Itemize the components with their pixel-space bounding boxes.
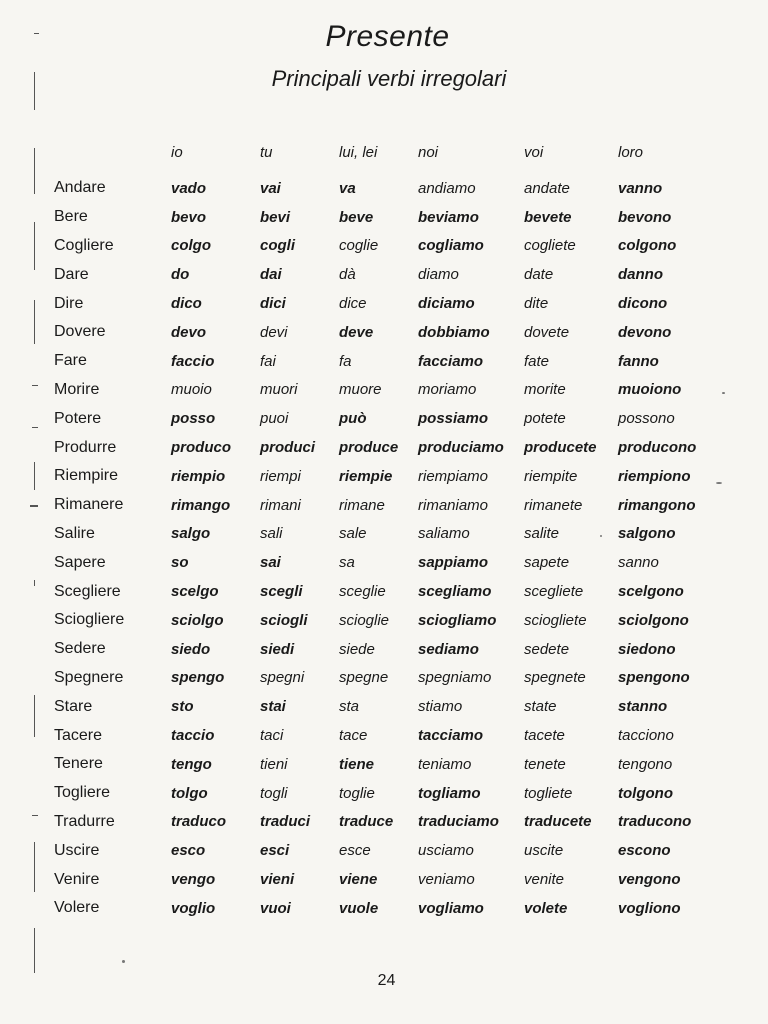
verb-form: traducono [618, 813, 692, 831]
verb-form: dico [171, 295, 202, 313]
verb-form: sale [339, 525, 367, 543]
verb-form: rimane [339, 496, 385, 514]
verb-form: colgo [171, 237, 211, 255]
verb-infinitive: Bere [54, 208, 88, 226]
verb-form: scegli [260, 583, 303, 601]
verb-form: vengo [171, 871, 216, 889]
verb-form: esci [260, 842, 290, 860]
verb-form: sciogliete [524, 611, 587, 629]
verb-form: sanno [618, 554, 659, 572]
scan-mark [34, 148, 35, 194]
verb-form: volete [524, 899, 568, 917]
verb-form: potete [524, 410, 566, 428]
verb-form: tacete [524, 727, 565, 745]
verb-form: traduciamo [418, 813, 499, 831]
verb-infinitive: Cogliere [54, 236, 114, 254]
verb-form: siedi [260, 640, 295, 658]
verb-form: vuoi [260, 899, 291, 917]
verb-table [54, 140, 708, 923]
verb-form: possono [618, 410, 675, 428]
verb-infinitive: Sedere [54, 640, 106, 658]
scan-mark [32, 427, 38, 428]
verb-form: riempiamo [418, 467, 489, 485]
verb-form: danno [618, 266, 663, 284]
verb-form: spengono [618, 669, 690, 687]
verb-form: siede [339, 640, 375, 658]
speck [600, 535, 602, 537]
pronoun-header: noi [418, 143, 439, 161]
verb-form: esco [171, 842, 206, 860]
verb-form: bevono [618, 208, 672, 226]
verb-form: do [171, 266, 190, 284]
verb-infinitive: Tenere [54, 755, 103, 773]
verb-form: voglio [171, 899, 216, 917]
verb-form: tolgo [171, 784, 208, 802]
verb-infinitive: Riempire [54, 467, 119, 485]
verb-row [54, 779, 708, 808]
verb-form: uscite [524, 842, 564, 860]
pronoun-header: io [171, 143, 183, 161]
verb-infinitive: Fare [54, 352, 87, 370]
verb-form: rimaniamo [418, 496, 489, 514]
verb-form: puoi [260, 410, 289, 428]
verb-form: viene [339, 871, 378, 889]
verb-form: cogliamo [418, 237, 484, 255]
scan-mark [34, 33, 39, 34]
verb-form: scegliamo [418, 583, 492, 601]
verb-form: fa [339, 352, 352, 370]
verb-form: sa [339, 554, 355, 572]
verb-row [54, 750, 708, 779]
verb-form: toglie [339, 784, 375, 802]
verb-rows [54, 174, 708, 923]
verb-row [54, 635, 708, 664]
pronoun-header: tu [260, 143, 273, 161]
scan-mark [30, 505, 38, 507]
scan-mark [34, 462, 35, 490]
verb-form: traduci [260, 813, 311, 831]
verb-form: stai [260, 698, 286, 716]
verb-row [54, 520, 708, 549]
verb-form: sciolgono [618, 611, 689, 629]
verb-form: muoio [171, 381, 212, 399]
verb-form: rimanete [524, 496, 583, 514]
pronoun-header-row [54, 140, 708, 174]
verb-infinitive: Rimanere [54, 496, 124, 514]
verb-form: riempie [339, 467, 393, 485]
verb-form: riempio [171, 467, 226, 485]
verb-form: sciogliamo [418, 611, 497, 629]
pronoun-header: loro [618, 143, 644, 161]
verb-form: può [339, 410, 367, 428]
verb-form: taccio [171, 727, 215, 745]
verb-form: andiamo [418, 179, 476, 197]
verb-form: cogli [260, 237, 296, 255]
verb-form: moriamo [418, 381, 477, 399]
speck [722, 392, 725, 394]
verb-infinitive: Venire [54, 870, 100, 888]
verb-form: traducete [524, 813, 592, 831]
verb-form: sta [339, 698, 360, 716]
verb-form: posso [171, 410, 216, 428]
verb-form: muoiono [618, 381, 682, 399]
verb-form: tenete [524, 755, 566, 773]
verb-form: faccio [171, 352, 215, 370]
page-subtitle: Principali verbi irregolari [271, 66, 507, 91]
verb-form: state [524, 698, 557, 716]
header-blank [54, 140, 171, 174]
verb-form: scioglie [339, 611, 390, 629]
verb-form: beve [339, 208, 374, 226]
verb-form: riempite [524, 467, 578, 485]
verb-row [54, 894, 708, 923]
verb-form: stiamo [418, 698, 463, 716]
verb-infinitive: Dare [54, 265, 89, 283]
speck [716, 482, 722, 484]
verb-form: esce [339, 842, 371, 860]
verb-form: producete [524, 439, 597, 457]
pronoun-header: voi [524, 143, 544, 161]
verb-form: dai [260, 266, 282, 284]
pronoun-header: lui, lei [339, 143, 378, 161]
verb-infinitive: Potere [54, 409, 102, 427]
verb-row [54, 808, 708, 837]
verb-form: escono [618, 842, 671, 860]
verb-row [54, 433, 708, 462]
verb-infinitive: Produrre [54, 438, 117, 456]
verb-infinitive: Scegliere [54, 582, 121, 600]
verb-infinitive: Stare [54, 697, 93, 715]
verb-form: dite [524, 295, 549, 313]
verb-form: rimangono [618, 496, 696, 514]
verb-form: dà [339, 266, 356, 284]
verb-form: sapete [524, 554, 570, 572]
verb-row [54, 721, 708, 750]
verb-form: spegne [339, 669, 389, 687]
verb-infinitive: Andare [54, 179, 106, 197]
verb-form: vengono [618, 871, 681, 889]
verb-form: salgo [171, 525, 211, 543]
scan-mark [34, 300, 35, 344]
verb-form: dicono [618, 295, 668, 313]
verb-form: vai [260, 179, 281, 197]
verb-row [54, 376, 708, 405]
verb-form: spegni [260, 669, 305, 687]
verb-infinitive: Dire [54, 294, 84, 312]
verb-row [54, 260, 708, 289]
scan-mark [34, 580, 35, 586]
scan-mark [32, 815, 38, 816]
verb-row [54, 404, 708, 433]
verb-form: tengono [618, 755, 673, 773]
verb-row [54, 318, 708, 347]
verb-form: traduce [339, 813, 394, 831]
verb-infinitive: Tradurre [54, 812, 115, 830]
verb-form: sappiamo [418, 554, 489, 572]
verb-row [54, 347, 708, 376]
verb-form: sedete [524, 640, 570, 658]
verb-form: riempiono [618, 467, 691, 485]
verb-form: rimani [260, 496, 301, 514]
verb-form: sediamo [418, 640, 479, 658]
verb-form: vuole [339, 899, 379, 917]
verb-form: diamo [418, 266, 459, 284]
verb-infinitive: Uscire [54, 841, 100, 859]
verb-form: togliamo [418, 784, 481, 802]
verb-row [54, 203, 708, 232]
verb-form: salgono [618, 525, 676, 543]
verb-form: usciamo [418, 842, 474, 860]
verb-form: sto [171, 698, 194, 716]
verb-form: producono [618, 439, 697, 457]
verb-form: togliete [524, 784, 573, 802]
speck [122, 960, 125, 963]
verb-form: produco [171, 439, 231, 457]
verb-form: tengo [171, 755, 212, 773]
verb-form: teniamo [418, 755, 472, 773]
verb-form: vogliamo [418, 899, 484, 917]
verb-form: sceglie [339, 583, 386, 601]
verb-form: dobbiamo [418, 323, 490, 341]
verb-form: stanno [618, 698, 668, 716]
verb-form: so [171, 554, 189, 572]
scan-mark [34, 928, 35, 973]
verb-row [54, 865, 708, 894]
verb-form: vado [171, 179, 207, 197]
page-title: Presente [325, 20, 450, 53]
verb-form: taci [260, 727, 284, 745]
verb-row [54, 462, 708, 491]
verb-form: vogliono [618, 899, 681, 917]
verb-form: sai [260, 554, 281, 572]
verb-form: date [524, 266, 554, 284]
verb-form: muori [260, 381, 298, 399]
verb-form: cogliete [524, 237, 576, 255]
scan-mark [32, 385, 38, 386]
verb-form: muore [339, 381, 382, 399]
verb-infinitive: Dovere [54, 323, 106, 341]
verb-form: dici [260, 295, 286, 313]
verb-form: bevete [524, 208, 572, 226]
verb-form: morite [524, 381, 566, 399]
verb-row [54, 664, 708, 693]
verb-form: scelgo [171, 583, 219, 601]
verb-form: dovete [524, 323, 570, 341]
verb-infinitive: Volere [54, 899, 100, 917]
verb-form: dice [339, 295, 367, 313]
verb-form: bevo [171, 208, 207, 226]
page-number: 24 [377, 972, 396, 989]
verb-form: salite [524, 525, 560, 543]
verb-form: fanno [618, 352, 659, 370]
verb-form: tacciamo [418, 727, 484, 745]
verb-form: scegliete [524, 583, 584, 601]
verb-form: bevi [260, 208, 291, 226]
verb-row [54, 606, 708, 635]
verb-form: tacciono [618, 727, 674, 745]
verb-form: colgono [618, 237, 677, 255]
verb-form: tace [339, 727, 368, 745]
verb-form: veniamo [418, 871, 475, 889]
verb-form: sciolgo [171, 611, 224, 629]
verb-row [54, 836, 708, 865]
scan-mark [34, 695, 35, 737]
verb-form: tolgono [618, 784, 673, 802]
verb-form: rimango [171, 496, 231, 514]
verb-form: possiamo [418, 410, 489, 428]
scan-mark [34, 222, 35, 270]
verb-form: siedo [171, 640, 211, 658]
verb-form: tiene [339, 755, 375, 773]
verb-form: sciogli [260, 611, 308, 629]
verb-form: vieni [260, 871, 295, 889]
verb-form: devi [260, 323, 288, 341]
verb-row [54, 289, 708, 318]
verb-form: facciamo [418, 352, 484, 370]
verb-infinitive: Salire [54, 524, 95, 542]
verb-form: vanno [618, 179, 663, 197]
verb-form: va [339, 179, 356, 197]
verb-form: saliamo [418, 525, 470, 543]
verb-form: coglie [339, 237, 379, 255]
scan-mark [34, 842, 35, 892]
verb-form: venite [524, 871, 565, 889]
verb-row [54, 577, 708, 606]
verb-form: togli [260, 784, 288, 802]
verb-form: devo [171, 323, 207, 341]
verb-form: fate [524, 352, 550, 370]
verb-infinitive: Spegnere [54, 668, 124, 686]
verb-form: devono [618, 323, 672, 341]
scan-mark [34, 72, 35, 110]
verb-form: produce [339, 439, 399, 457]
verb-form: produciamo [418, 439, 504, 457]
verb-row [54, 232, 708, 261]
verb-form: beviamo [418, 208, 479, 226]
verb-form: produci [260, 439, 315, 457]
verb-form: riempi [260, 467, 301, 485]
verb-form: diciamo [418, 295, 475, 313]
verb-form: sali [260, 525, 283, 543]
verb-infinitive: Sciogliere [54, 611, 125, 629]
verb-infinitive: Togliere [54, 784, 111, 802]
verb-form: siedono [618, 640, 676, 658]
verb-form: spegniamo [418, 669, 492, 687]
verb-row [54, 491, 708, 520]
verb-row [54, 548, 708, 577]
verb-form: andate [524, 179, 570, 197]
verb-infinitive: Tacere [54, 726, 103, 744]
verb-form: scelgono [618, 583, 684, 601]
verb-row [54, 692, 708, 721]
verb-form: tieni [260, 755, 288, 773]
verb-form: spengo [171, 669, 225, 687]
verb-infinitive: Sapere [54, 553, 106, 571]
verb-form: traduco [171, 813, 227, 831]
verb-infinitive: Morire [54, 380, 100, 398]
verb-form: deve [339, 323, 374, 341]
verb-form: fai [260, 352, 276, 370]
verb-row [54, 174, 708, 203]
verb-form: spegnete [524, 669, 586, 687]
